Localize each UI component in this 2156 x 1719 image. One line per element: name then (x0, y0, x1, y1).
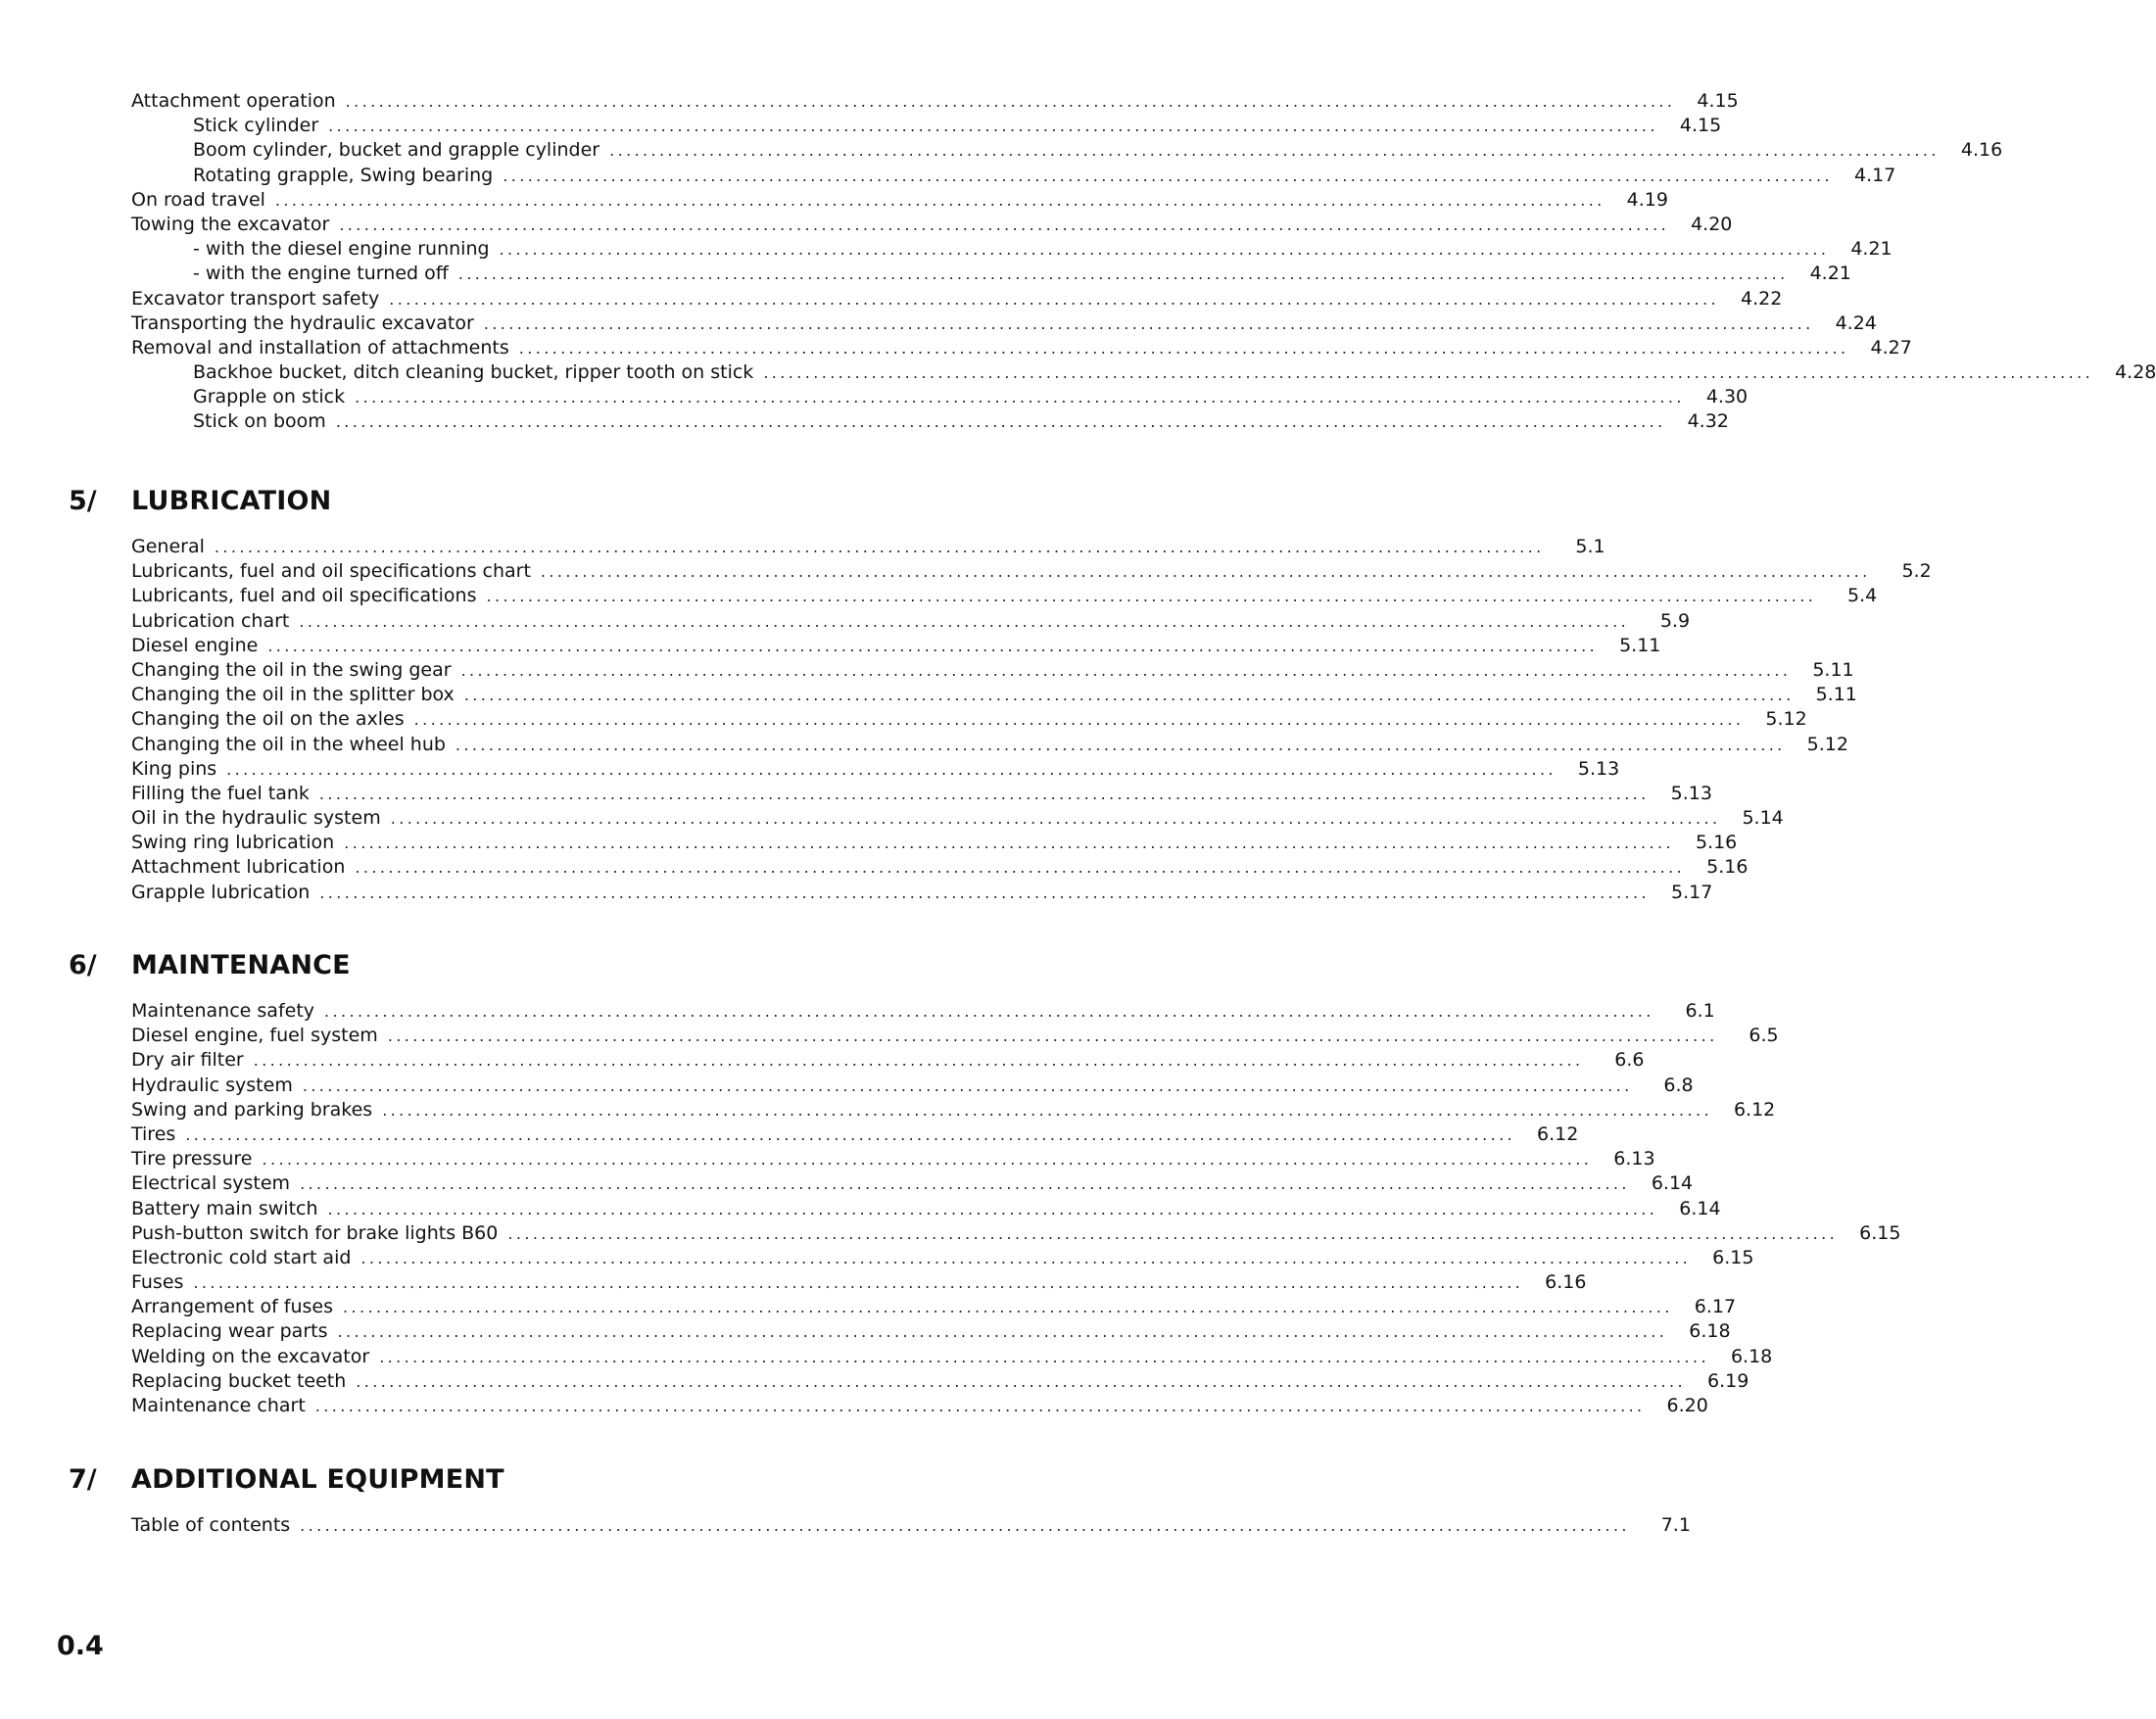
dot-leader: ................................................................................................................................................................ (302, 1075, 1633, 1095)
dot-leader: ................................................................................................................................................................ (327, 1199, 1658, 1218)
dot-leader: ................................................................................................................................................................ (339, 215, 1670, 234)
toc-entry-page: 6.19 (1707, 1369, 1749, 1392)
toc-entry-page: 6.12 (1537, 1122, 1579, 1145)
toc-entry-page: 5.9 (1659, 609, 1691, 632)
toc-entry-title: Dry air filter (131, 1049, 244, 1072)
toc-entry (131, 1122, 1579, 1147)
toc-entry-page: 4.28 (2115, 361, 2156, 384)
toc-entry-title: Removal and installation of attachments (131, 336, 509, 358)
dot-leader: ................................................................................................................................................................ (483, 313, 1814, 333)
toc-entry-title: King pins (131, 757, 217, 780)
toc-entry-page: 4.22 (1741, 287, 1783, 310)
toc-entry-page: 5.12 (1765, 708, 1807, 731)
toc-entry (131, 213, 1733, 237)
dot-leader: ................................................................................................................................................................ (262, 1150, 1593, 1170)
toc-entry-title: Electronic cold start aid (131, 1246, 352, 1268)
toc-entry-title: Lubricants, fuel and oil specifications (131, 585, 477, 607)
section-title: LUBRICATION (131, 486, 332, 516)
toc-entry-page: 7.1 (1660, 1514, 1691, 1536)
toc-entry-title: Boom cylinder, bucket and grapple cylinder (193, 139, 600, 162)
dot-leader: ................................................................................................................................................................ (355, 858, 1686, 878)
toc-entry-title: Table of contents (131, 1514, 291, 1536)
toc-entry-page: 4.21 (1850, 238, 1892, 261)
dot-leader: ................................................................................................................................................................ (507, 1223, 1839, 1243)
section-number: 5/ (69, 486, 97, 516)
toc-entry (131, 999, 1715, 1024)
dot-leader: ................................................................................................................................................................ (389, 289, 1720, 309)
toc-entry-title: Lubrication chart (131, 609, 290, 632)
toc-entry (131, 262, 1851, 286)
toc-entry (131, 1394, 1708, 1418)
dot-leader: ................................................................................................................................................................ (274, 190, 1605, 210)
dot-leader: ................................................................................................................................................................ (503, 166, 1833, 185)
toc-entry-title: Diesel engine, fuel system (131, 1025, 378, 1047)
section-lubrication (69, 486, 1932, 905)
toc-entry-title: Changing the oil in the wheel hub (131, 733, 446, 755)
toc-entry-title: Transporting the hydraulic excavator (131, 311, 474, 334)
toc-entry (131, 634, 1661, 658)
dot-leader: ................................................................................................................................................................ (457, 264, 1789, 284)
toc-entry (131, 806, 1784, 831)
toc-entry-title: - with the engine turned off (193, 263, 449, 285)
toc-entry-page: 6.5 (1749, 1025, 1779, 1047)
toc-entry (131, 584, 1878, 608)
toc-entry-page: 6.18 (1689, 1320, 1731, 1343)
toc-entry-title: Grapple lubrication (131, 881, 311, 903)
toc-entry-page: 5.17 (1671, 881, 1713, 903)
toc-entry-title: Diesel engine (131, 634, 259, 656)
dot-leader: ................................................................................................................................................................ (328, 117, 1658, 136)
toc-entry (131, 881, 1713, 905)
dot-leader: ................................................................................................................................................................ (518, 338, 1849, 358)
toc-entry-page: 6.17 (1694, 1296, 1737, 1318)
toc-entry-title: Changing the oil on the axles (131, 708, 405, 731)
toc-entry-title: Excavator transport safety (131, 287, 380, 310)
toc-entry (131, 360, 2156, 385)
toc-entry (131, 311, 1877, 336)
toc-entry-page: 5.13 (1577, 757, 1620, 780)
toc-entry-page: 5.1 (1575, 536, 1605, 557)
dot-leader: ................................................................................................................................................................ (360, 1248, 1692, 1267)
toc-entry-title: Towing the excavator (131, 213, 330, 235)
toc-entry-title: Grapple on stick (193, 386, 346, 408)
toc-entry (131, 1345, 1773, 1369)
toc-entry-title: Hydraulic system (131, 1074, 293, 1096)
toc-entry-title: Maintenance chart (131, 1395, 306, 1416)
toc-entry-title: - with the diesel engine running (193, 238, 490, 261)
toc-entry-page: 5.11 (1619, 634, 1661, 656)
toc-entry-page: 6.15 (1712, 1246, 1754, 1268)
dot-leader: ................................................................................................................................................................ (318, 784, 1650, 803)
toc-entry (131, 114, 1722, 138)
toc-entry-page: 6.14 (1679, 1197, 1721, 1219)
toc-entry (131, 1048, 1645, 1073)
toc-entry (131, 336, 1912, 360)
dot-leader: ................................................................................................................................................................ (319, 883, 1651, 902)
toc-entry-title: Rotating grapple, Swing bearing (193, 164, 494, 186)
toc-entry (131, 1074, 1694, 1098)
toc-entry-title: Tires (131, 1122, 176, 1145)
toc-entry-page: 4.17 (1853, 164, 1896, 186)
toc-entry (131, 1221, 1901, 1246)
toc-entry-page: 5.16 (1695, 832, 1738, 854)
dot-leader: ................................................................................................................................................................ (390, 809, 1721, 829)
toc-entry (131, 188, 1668, 213)
toc-entry-page: 4.24 (1835, 311, 1877, 334)
dot-leader: ................................................................................................................................................................ (335, 412, 1666, 432)
toc-entry-title: Push-button switch for brake lights B60 (131, 1221, 499, 1244)
toc-entry-title: Fuses (131, 1271, 184, 1294)
toc-entry-title: Tire pressure (131, 1148, 253, 1170)
page-number: 0.4 (57, 1631, 104, 1661)
toc-entry-page: 4.21 (1809, 263, 1851, 285)
toc-entry-page: 6.6 (1614, 1049, 1645, 1072)
toc-entry-title: Arrangement of fuses (131, 1296, 334, 1318)
toc-entry (131, 1369, 1749, 1394)
toc-entry-page: 5.12 (1806, 733, 1848, 755)
toc-entry-title: Backhoe bucket, ditch cleaning bucket, ripper tooth on stick (193, 361, 754, 384)
dot-leader: ................................................................................................................................................................ (460, 660, 1792, 680)
toc-entry-page: 5.14 (1742, 807, 1784, 830)
toc-entry (131, 733, 1848, 757)
toc-entry-page: 6.14 (1651, 1172, 1694, 1195)
toc-entry-page: 6.12 (1733, 1098, 1776, 1121)
toc-entry-page: 5.11 (1812, 658, 1854, 681)
toc-entry-page: 4.27 (1870, 336, 1912, 358)
toc-entry-title: Attachment lubrication (131, 856, 346, 879)
toc-entry-title: Stick on boom (193, 410, 326, 433)
dot-leader: ................................................................................................................................................................ (763, 363, 2094, 383)
dot-leader: ................................................................................................................................................................ (379, 1347, 1709, 1366)
toc-entry-page: 5.16 (1706, 856, 1749, 879)
toc-entry-page: 5.2 (1901, 560, 1932, 583)
dot-leader: ................................................................................................................................................................ (193, 1273, 1524, 1293)
toc-entry (131, 1147, 1655, 1171)
dot-leader: ................................................................................................................................................................ (314, 1397, 1646, 1415)
section-number: 7/ (69, 1464, 97, 1495)
dot-leader: ................................................................................................................................................................ (355, 388, 1685, 407)
section-heading (69, 950, 1048, 989)
toc-entry-title: Oil in the hydraulic system (131, 807, 381, 830)
toc-entry-title: Swing and parking brakes (131, 1098, 373, 1121)
toc-entry (131, 1295, 1737, 1319)
dot-leader: ................................................................................................................................................................ (185, 1124, 1516, 1144)
toc-entry-page: 6.1 (1685, 1000, 1715, 1022)
toc-entry-title: General (131, 536, 205, 557)
toc-entry (131, 138, 2003, 163)
dot-leader: ................................................................................................................................................................ (300, 1516, 1630, 1535)
toc-entry-page: 6.15 (1859, 1221, 1901, 1244)
toc-entry-page: 5.13 (1670, 782, 1712, 804)
toc-entry-page: 4.32 (1687, 410, 1729, 433)
toc-entry-page: 6.18 (1730, 1345, 1773, 1367)
dot-leader: ................................................................................................................................................................ (382, 1100, 1712, 1120)
toc-entry-title: Replacing bucket teeth (131, 1369, 347, 1392)
dot-leader: ................................................................................................................................................................ (345, 92, 1676, 111)
dot-leader: ................................................................................................................................................................ (499, 240, 1830, 260)
toc-entry-title: Electrical system (131, 1172, 291, 1195)
toc-entry-page: 6.8 (1663, 1074, 1694, 1096)
toc-entry-title: Stick cylinder (193, 115, 319, 137)
dot-leader: ................................................................................................................................................................ (387, 1027, 1718, 1046)
toc-entry (131, 164, 1896, 188)
toc-entry-title: Lubricants, fuel and oil specifications chart (131, 560, 531, 583)
toc-entry-page: 4.15 (1679, 115, 1722, 137)
toc-entry (131, 658, 1854, 683)
toc-entry (131, 1270, 1587, 1295)
toc-entry-title: Replacing wear parts (131, 1320, 328, 1343)
toc-entry (131, 683, 1857, 707)
toc-entry-title: On road travel (131, 188, 265, 211)
dot-leader: ................................................................................................................................................................ (463, 686, 1795, 705)
toc-entry (131, 1319, 1731, 1344)
toc-entries (131, 535, 1932, 905)
toc-entry-page: 4.16 (1960, 139, 2003, 162)
toc-entry (131, 237, 1892, 262)
toc-entry-page: 5.4 (1847, 585, 1878, 607)
toc-entry-title: Attachment operation (131, 90, 336, 112)
toc-entry (131, 1197, 1721, 1221)
dot-leader: ................................................................................................................................................................ (214, 538, 1545, 556)
toc-entry-page: 5.11 (1815, 684, 1857, 706)
dot-leader: ................................................................................................................................................................ (540, 562, 1871, 582)
toc-entry (131, 831, 1738, 855)
toc-entry (131, 1098, 1776, 1122)
toc-entry (131, 409, 1729, 434)
toc-entry-page: 4.15 (1697, 90, 1739, 112)
toc-continued-section-4 (131, 89, 2156, 435)
toc-entries (131, 1513, 1691, 1538)
section-title: MAINTENANCE (131, 950, 351, 980)
section-heading (69, 486, 1048, 525)
toc-entry-title: Filling the fuel tank (131, 782, 310, 804)
dot-leader: ................................................................................................................................................................ (299, 611, 1630, 631)
section-number: 6/ (69, 950, 97, 980)
toc-entries (131, 999, 1901, 1418)
toc-entry-page: 6.20 (1666, 1395, 1708, 1416)
toc-entry (131, 535, 1605, 559)
toc-entry-title: Swing ring lubrication (131, 832, 335, 854)
toc-entry-page: 4.30 (1705, 386, 1749, 408)
dot-leader: ................................................................................................................................................................ (343, 1298, 1673, 1317)
dot-leader: ................................................................................................................................................................ (413, 710, 1745, 730)
toc-entry (131, 385, 1749, 409)
toc-entry-title: Changing the oil in the swing gear (131, 658, 452, 681)
dot-leader: ................................................................................................................................................................ (226, 759, 1557, 779)
dot-leader: ................................................................................................................................................................ (337, 1322, 1668, 1342)
toc-entry-page: 6.16 (1545, 1271, 1587, 1294)
toc-entry (131, 89, 1739, 114)
dot-leader: ................................................................................................................................................................ (267, 636, 1599, 655)
toc-entry-page: 4.20 (1691, 213, 1733, 235)
toc-entry-title: Changing the oil in the splitter box (131, 684, 455, 706)
toc-entry-page: 6.13 (1613, 1148, 1655, 1170)
dot-leader: ................................................................................................................................................................ (609, 141, 1940, 161)
toc-entry (131, 1246, 1754, 1270)
toc-entry (131, 1513, 1691, 1538)
toc-entry (131, 855, 1749, 880)
toc-entry (131, 757, 1620, 782)
dot-leader: ................................................................................................................................................................ (356, 1371, 1687, 1391)
section-maintenance (69, 950, 1901, 1418)
toc-entry (131, 707, 1807, 732)
section-heading (69, 1464, 1048, 1504)
toc-entry (131, 287, 1783, 311)
dot-leader: ................................................................................................................................................................ (253, 1051, 1584, 1071)
toc-entry-title: Battery main switch (131, 1197, 318, 1219)
dot-leader: ................................................................................................................................................................ (324, 1002, 1654, 1021)
dot-leader: ................................................................................................................................................................ (300, 1174, 1630, 1194)
dot-leader: ................................................................................................................................................................ (455, 735, 1786, 754)
dot-leader: ................................................................................................................................................................ (486, 587, 1817, 606)
dot-leader: ................................................................................................................................................................ (344, 834, 1674, 853)
toc-entry (131, 609, 1691, 634)
toc-entry (131, 1024, 1779, 1048)
section-title: ADDITIONAL EQUIPMENT (131, 1464, 504, 1495)
section-additional-equipment (69, 1464, 1691, 1538)
toc-entry-title: Welding on the excavator (131, 1345, 370, 1367)
toc-entry-page: 4.19 (1626, 188, 1668, 211)
toc-entry-title: Maintenance safety (131, 1000, 315, 1022)
toc-entry (131, 559, 1932, 584)
toc-entry (131, 782, 1712, 806)
toc-entry (131, 1171, 1694, 1196)
